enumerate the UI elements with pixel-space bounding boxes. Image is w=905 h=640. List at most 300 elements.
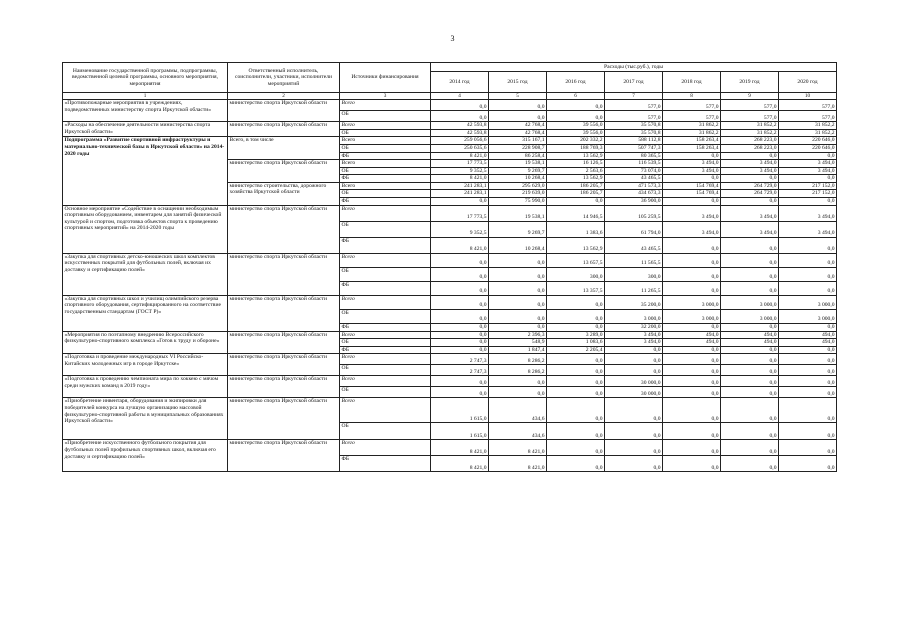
amount-cell: 220 646,0 bbox=[779, 137, 837, 145]
amount-cell: 0,0 bbox=[663, 253, 721, 267]
amount-cell: 250 635,6 bbox=[431, 144, 489, 152]
header-year: 2014 год bbox=[431, 72, 489, 93]
amount-cell: 73 074,0 bbox=[605, 167, 663, 175]
amount-cell: 9 269,7 bbox=[489, 167, 547, 175]
amount-cell: 0,0 bbox=[663, 281, 721, 295]
amount-cell: 31 862,2 bbox=[663, 122, 721, 130]
amount-cell: 0,0 bbox=[431, 253, 489, 267]
amount-cell: 154 769,4 bbox=[663, 182, 721, 190]
amount-cell: 19 538,1 bbox=[489, 160, 547, 168]
amount-cell: 0,0 bbox=[431, 111, 489, 122]
amount-cell: 9 269,7 bbox=[489, 221, 547, 237]
header-source: Источники финансирования bbox=[340, 63, 431, 93]
amount-cell: 2 205,4 bbox=[547, 346, 605, 354]
header-column-number: 1 bbox=[63, 93, 228, 100]
executor-cell: министерство строительства, дорожного хозяйства Иркутской области bbox=[228, 182, 340, 205]
amount-cell: 8 421,0 bbox=[489, 456, 547, 472]
amount-cell: 0,0 bbox=[489, 323, 547, 331]
amount-cell: 39 556,0 bbox=[547, 122, 605, 130]
program-name-cell: Подпрограмма «Развитие спортивной инфраструктуры и материально-технической базы в Иркутской области» на 2014-2020 годы bbox=[63, 137, 228, 205]
source-cell: ОБ bbox=[340, 111, 431, 122]
amount-cell: 13 357,5 bbox=[547, 281, 605, 295]
program-name-cell: «Подготовка и проведение международных VI Российско-Китайских молодежных игр в городе Иркутске» bbox=[63, 354, 228, 376]
amount-cell: 0,0 bbox=[431, 323, 489, 331]
amount-cell: 158 263,4 bbox=[663, 144, 721, 152]
header-column-number: 7 bbox=[605, 93, 663, 100]
amount-cell: 0,0 bbox=[721, 440, 779, 456]
table-row bbox=[63, 100, 837, 111]
amount-cell: 588 112,8 bbox=[605, 137, 663, 145]
amount-cell: 0,0 bbox=[779, 346, 837, 354]
amount-cell: 494,0 bbox=[779, 331, 837, 339]
amount-cell: 0,0 bbox=[779, 281, 837, 295]
program-name-cell: «Приобретение искусственного футбольного покрытия для футбольных полей профильных спортивных школ, включая его доставку и сертификацию полей» bbox=[63, 440, 228, 472]
amount-cell: 13 562,9 bbox=[547, 175, 605, 183]
amount-cell: 228 908,7 bbox=[489, 144, 547, 152]
amount-cell: 0,0 bbox=[489, 376, 547, 387]
amount-cell: 434 673,3 bbox=[605, 190, 663, 198]
amount-cell: 13 562,9 bbox=[547, 152, 605, 160]
amount-cell: 8 421,0 bbox=[489, 440, 547, 456]
source-cell: ОБ bbox=[340, 309, 431, 323]
amount-cell: 0,0 bbox=[663, 365, 721, 376]
amount-cell: 0,0 bbox=[547, 354, 605, 365]
table-row bbox=[63, 354, 837, 365]
table-row bbox=[63, 440, 837, 456]
header-year: 2015 год bbox=[489, 72, 547, 93]
executor-cell: министерство спорта Иркутской области bbox=[228, 295, 340, 331]
amount-cell: 0,0 bbox=[663, 456, 721, 472]
amount-cell: 3 000,0 bbox=[663, 295, 721, 309]
amount-cell: 241 283,1 bbox=[431, 190, 489, 198]
amount-cell: 0,0 bbox=[547, 111, 605, 122]
amount-cell: 0,0 bbox=[431, 267, 489, 281]
amount-cell: 259 056,6 bbox=[431, 137, 489, 145]
amount-cell: 494,0 bbox=[721, 339, 779, 347]
amount-cell: 0,0 bbox=[605, 346, 663, 354]
amount-cell: 3 494,0 bbox=[721, 167, 779, 175]
amount-cell: 0,0 bbox=[663, 423, 721, 440]
amount-cell: 35 200,0 bbox=[605, 295, 663, 309]
amount-cell: 220 646,0 bbox=[779, 144, 837, 152]
source-cell: ФБ bbox=[340, 323, 431, 331]
executor-cell: министерство спорта Иркутской области bbox=[228, 205, 340, 253]
amount-cell: 0,0 bbox=[605, 440, 663, 456]
amount-cell: 0,0 bbox=[489, 100, 547, 111]
amount-cell: 116 539,5 bbox=[605, 160, 663, 168]
source-cell: ФБ bbox=[340, 456, 431, 472]
amount-cell: 0,0 bbox=[489, 281, 547, 295]
amount-cell: 0,0 bbox=[547, 309, 605, 323]
amount-cell: 0,0 bbox=[547, 398, 605, 423]
amount-cell: 2 563,6 bbox=[547, 167, 605, 175]
table-row bbox=[63, 253, 837, 267]
amount-cell: 0,0 bbox=[431, 100, 489, 111]
header-column-number: 8 bbox=[663, 93, 721, 100]
amount-cell: 0,0 bbox=[721, 365, 779, 376]
amount-cell: 2 747,3 bbox=[431, 365, 489, 376]
amount-cell: 0,0 bbox=[721, 423, 779, 440]
amount-cell: 268 223,0 bbox=[721, 137, 779, 145]
amount-cell: 0,0 bbox=[721, 175, 779, 183]
executor-cell: министерство спорта Иркутской области bbox=[228, 122, 340, 137]
source-cell: Всего bbox=[340, 122, 431, 130]
amount-cell: 16 126,5 bbox=[547, 160, 605, 168]
source-cell: ОБ bbox=[340, 339, 431, 347]
source-cell: Всего bbox=[340, 398, 431, 423]
amount-cell: 434,6 bbox=[489, 423, 547, 440]
amount-cell: 0,0 bbox=[605, 456, 663, 472]
source-cell: ФБ bbox=[340, 175, 431, 183]
amount-cell: 0,0 bbox=[721, 253, 779, 267]
amount-cell: 0,0 bbox=[779, 387, 837, 398]
amount-cell: 0,0 bbox=[779, 456, 837, 472]
amount-cell: 0,0 bbox=[605, 354, 663, 365]
source-cell: ОБ bbox=[340, 167, 431, 175]
source-cell: Всего bbox=[340, 137, 431, 145]
amount-cell: 42 593,8 bbox=[431, 122, 489, 130]
amount-cell: 0,0 bbox=[489, 111, 547, 122]
source-cell: ФБ bbox=[340, 237, 431, 253]
amount-cell: 3 000,0 bbox=[721, 295, 779, 309]
header-column-number: 4 bbox=[431, 93, 489, 100]
amount-cell: 3 494,0 bbox=[779, 205, 837, 221]
amount-cell: 577,0 bbox=[605, 100, 663, 111]
amount-cell: 13 562,9 bbox=[547, 237, 605, 253]
amount-cell: 0,0 bbox=[605, 365, 663, 376]
amount-cell: 0,0 bbox=[663, 175, 721, 183]
amount-cell: 10 268,4 bbox=[489, 175, 547, 183]
executor-cell: министерство спорта Иркутской области bbox=[228, 253, 340, 295]
amount-cell: 13 657,5 bbox=[547, 253, 605, 267]
amount-cell: 31 852,2 bbox=[779, 129, 837, 137]
amount-cell: 42 593,8 bbox=[431, 129, 489, 137]
amount-cell: 434,6 bbox=[489, 398, 547, 423]
header-year: 2019 год bbox=[721, 72, 779, 93]
amount-cell: 0,0 bbox=[431, 339, 489, 347]
amount-cell: 0,0 bbox=[779, 323, 837, 331]
executor-cell: министерство спорта Иркутской области bbox=[228, 398, 340, 440]
header-year: 2020 год bbox=[779, 72, 837, 93]
amount-cell: 9 352,5 bbox=[431, 221, 489, 237]
header-year: 2017 год bbox=[605, 72, 663, 93]
header-column-number: 5 bbox=[489, 93, 547, 100]
amount-cell: 8 421,0 bbox=[431, 440, 489, 456]
program-name-cell: «Закупка для спортивных детско-юношеских школ комплектов искусственных покрытий для футбольных полей, включая их доставку и сертификацию полей» bbox=[63, 253, 228, 295]
amount-cell: 188 769,3 bbox=[547, 144, 605, 152]
amount-cell: 80 365,5 bbox=[605, 152, 663, 160]
source-cell: Всего bbox=[340, 182, 431, 190]
amount-cell: 0,0 bbox=[663, 323, 721, 331]
amount-cell: 241 283,1 bbox=[431, 182, 489, 190]
amount-cell: 3 000,0 bbox=[605, 309, 663, 323]
page-number: 3 bbox=[450, 34, 455, 43]
amount-cell: 0,0 bbox=[663, 198, 721, 206]
amount-cell: 0,0 bbox=[663, 354, 721, 365]
amount-cell: 0,0 bbox=[663, 346, 721, 354]
header-executor: Ответственный исполнитель, соисполнители, участники, исполнители мероприятий bbox=[228, 63, 340, 93]
amount-cell: 0,0 bbox=[779, 267, 837, 281]
amount-cell: 8 421,0 bbox=[431, 237, 489, 253]
amount-cell: 154 769,4 bbox=[663, 190, 721, 198]
header-year: 2016 год bbox=[547, 72, 605, 93]
amount-cell: 0,0 bbox=[489, 253, 547, 267]
amount-cell: 0,0 bbox=[489, 295, 547, 309]
amount-cell: 17 773,5 bbox=[431, 160, 489, 168]
program-name-cell: Основное мероприятие «Содействие в оснащении необходимым спортивным оборудованием, инвентарем для занятий физической культурой и спортом, подготовка объектов спорта к проведению спортивных мероприятий» на 2014-2020 годы bbox=[63, 205, 228, 253]
amount-cell: 494,0 bbox=[663, 331, 721, 339]
amount-cell: 0,0 bbox=[547, 365, 605, 376]
source-cell: ОБ bbox=[340, 129, 431, 137]
source-cell: ОБ bbox=[340, 267, 431, 281]
amount-cell: 0,0 bbox=[431, 376, 489, 387]
amount-cell: 3 000,0 bbox=[721, 309, 779, 323]
program-name-cell: «Противопожарные мероприятия в учреждениях, подведомственных министерству спорта Иркутской области» bbox=[63, 100, 228, 122]
amount-cell: 0,0 bbox=[489, 267, 547, 281]
amount-cell: 8 286,2 bbox=[489, 354, 547, 365]
amount-cell: 2 747,3 bbox=[431, 354, 489, 365]
amount-cell: 264 729,0 bbox=[721, 182, 779, 190]
program-name-cell: «Подготовка к проведению чемпионата мира по хоккею с мячом среди мужских команд в 2019 году» bbox=[63, 376, 228, 398]
amount-cell: 0,0 bbox=[547, 323, 605, 331]
amount-cell: 86 258,4 bbox=[489, 152, 547, 160]
amount-cell: 0,0 bbox=[779, 365, 837, 376]
amount-cell: 0,0 bbox=[721, 376, 779, 387]
header-column-number: 2 bbox=[228, 93, 340, 100]
amount-cell: 0,0 bbox=[779, 175, 837, 183]
amount-cell: 0,0 bbox=[779, 152, 837, 160]
amount-cell: 0,0 bbox=[663, 398, 721, 423]
executor-cell: министерство спорта Иркутской области bbox=[228, 354, 340, 376]
amount-cell: 35 570,8 bbox=[605, 129, 663, 137]
executor-cell: министерство спорта Иркутской области bbox=[228, 331, 340, 354]
amount-cell: 30 000,0 bbox=[605, 376, 663, 387]
table-row bbox=[63, 122, 837, 130]
amount-cell: 8 421,0 bbox=[431, 456, 489, 472]
source-cell: Всего bbox=[340, 253, 431, 267]
source-cell: ОБ bbox=[340, 365, 431, 376]
source-cell: ФБ bbox=[340, 346, 431, 354]
amount-cell: 1 383,6 bbox=[547, 221, 605, 237]
source-cell: ОБ bbox=[340, 221, 431, 237]
amount-cell: 577,0 bbox=[721, 111, 779, 122]
amount-cell: 0,0 bbox=[721, 281, 779, 295]
amount-cell: 8 421,0 bbox=[431, 175, 489, 183]
amount-cell: 42 768,4 bbox=[489, 129, 547, 137]
amount-cell: 268 223,0 bbox=[721, 144, 779, 152]
amount-cell: 0,0 bbox=[663, 152, 721, 160]
header-year: 2018 год bbox=[663, 72, 721, 93]
amount-cell: 0,0 bbox=[779, 237, 837, 253]
amount-cell: 264 729,0 bbox=[721, 190, 779, 198]
amount-cell: 577,0 bbox=[663, 100, 721, 111]
amount-cell: 577,0 bbox=[663, 111, 721, 122]
amount-cell: 3 494,0 bbox=[663, 160, 721, 168]
amount-cell: 0,0 bbox=[663, 237, 721, 253]
source-cell: Всего bbox=[340, 354, 431, 365]
amount-cell: 0,0 bbox=[547, 423, 605, 440]
amount-cell: 3 000,0 bbox=[663, 309, 721, 323]
amount-cell: 577,0 bbox=[605, 111, 663, 122]
amount-cell: 43 465,5 bbox=[605, 237, 663, 253]
amount-cell: 19 538,1 bbox=[489, 205, 547, 221]
table-row bbox=[63, 205, 837, 221]
source-cell: Всего bbox=[340, 440, 431, 456]
source-cell: ФБ bbox=[340, 281, 431, 295]
amount-cell: 2 396,3 bbox=[489, 331, 547, 339]
amount-cell: 0,0 bbox=[547, 456, 605, 472]
amount-cell: 0,0 bbox=[431, 198, 489, 206]
amount-cell: 0,0 bbox=[721, 152, 779, 160]
amount-cell: 3 494,0 bbox=[605, 339, 663, 347]
amount-cell: 0,0 bbox=[547, 387, 605, 398]
amount-cell: 471 573,3 bbox=[605, 182, 663, 190]
source-cell: Всего bbox=[340, 160, 431, 168]
amount-cell: 105 259,5 bbox=[605, 205, 663, 221]
amount-cell: 11 565,5 bbox=[605, 253, 663, 267]
amount-cell: 0,0 bbox=[489, 387, 547, 398]
amount-cell: 0,0 bbox=[779, 440, 837, 456]
source-cell: ФБ bbox=[340, 152, 431, 160]
amount-cell: 9 352,5 bbox=[431, 167, 489, 175]
header-column-number: 3 bbox=[340, 93, 431, 100]
amount-cell: 577,0 bbox=[779, 100, 837, 111]
amount-cell: 0,0 bbox=[431, 346, 489, 354]
amount-cell: 0,0 bbox=[605, 398, 663, 423]
amount-cell: 3 494,0 bbox=[663, 221, 721, 237]
amount-cell: 300,0 bbox=[605, 267, 663, 281]
amount-cell: 0,0 bbox=[663, 387, 721, 398]
amount-cell: 0,0 bbox=[721, 456, 779, 472]
amount-cell: 217 152,0 bbox=[779, 190, 837, 198]
amount-cell: 0,0 bbox=[431, 295, 489, 309]
amount-cell: 0,0 bbox=[431, 309, 489, 323]
executor-cell: Всего, в том числе bbox=[228, 137, 340, 160]
amount-cell: 3 000,0 bbox=[779, 309, 837, 323]
amount-cell: 577,0 bbox=[779, 111, 837, 122]
program-name-cell: «Расходы на обеспечение деятельности министерства спорта Иркутской области» bbox=[63, 122, 228, 137]
amount-cell: 1 615,0 bbox=[431, 398, 489, 423]
amount-cell: 10 268,4 bbox=[489, 237, 547, 253]
amount-cell: 3 494,0 bbox=[663, 205, 721, 221]
amount-cell: 3 494,0 bbox=[721, 221, 779, 237]
source-cell: ОБ bbox=[340, 387, 431, 398]
amount-cell: 0,0 bbox=[663, 376, 721, 387]
amount-cell: 577,0 bbox=[721, 100, 779, 111]
executor-cell: министерство спорта Иркутской области bbox=[228, 100, 340, 122]
header-expenses: Расходы (тыс.руб.), годы bbox=[431, 63, 837, 72]
amount-cell: 0,0 bbox=[779, 376, 837, 387]
amount-cell: 217 152,0 bbox=[779, 182, 837, 190]
amount-cell: 295 629,0 bbox=[489, 182, 547, 190]
amount-cell: 31 852,2 bbox=[721, 122, 779, 130]
amount-cell: 0,0 bbox=[721, 354, 779, 365]
amount-cell: 0,0 bbox=[489, 309, 547, 323]
amount-cell: 1 083,6 bbox=[547, 339, 605, 347]
amount-cell: 0,0 bbox=[779, 198, 837, 206]
amount-cell: 300,0 bbox=[547, 267, 605, 281]
amount-cell: 0,0 bbox=[721, 323, 779, 331]
amount-cell: 0,0 bbox=[605, 423, 663, 440]
source-cell: ОБ bbox=[340, 144, 431, 152]
amount-cell: 0,0 bbox=[547, 376, 605, 387]
amount-cell: 0,0 bbox=[721, 198, 779, 206]
program-name-cell: «Мероприятия по поэтапному внедрению Всероссийского физкультурно-спортивного комплекса «Готов к труду и обороне» bbox=[63, 331, 228, 354]
source-cell: ОБ bbox=[340, 190, 431, 198]
amount-cell: 0,0 bbox=[721, 346, 779, 354]
amount-cell: 35 570,8 bbox=[605, 122, 663, 130]
amount-cell: 0,0 bbox=[547, 295, 605, 309]
amount-cell: 3 494,0 bbox=[779, 221, 837, 237]
source-cell: Всего bbox=[340, 100, 431, 111]
amount-cell: 17 773,5 bbox=[431, 205, 489, 221]
amount-cell: 507 747,3 bbox=[605, 144, 663, 152]
amount-cell: 494,0 bbox=[721, 331, 779, 339]
amount-cell: 0,0 bbox=[431, 331, 489, 339]
amount-cell: 43 465,5 bbox=[605, 175, 663, 183]
amount-cell: 3 494,0 bbox=[721, 205, 779, 221]
source-cell: Всего bbox=[340, 331, 431, 339]
amount-cell: 202 332,2 bbox=[547, 137, 605, 145]
executor-cell: министерство спорта Иркутской области bbox=[228, 160, 340, 183]
amount-cell: 8 286,2 bbox=[489, 365, 547, 376]
table-row bbox=[63, 137, 837, 145]
amount-cell: 61 794,0 bbox=[605, 221, 663, 237]
amount-cell: 3 494,0 bbox=[605, 331, 663, 339]
amount-cell: 0,0 bbox=[547, 440, 605, 456]
amount-cell: 0,0 bbox=[779, 253, 837, 267]
executor-cell: министерство спорта Иркутской области bbox=[228, 440, 340, 472]
amount-cell: 494,0 bbox=[779, 339, 837, 347]
table-row bbox=[63, 398, 837, 423]
amount-cell: 186 205,7 bbox=[547, 182, 605, 190]
amount-cell: 42 768,4 bbox=[489, 122, 547, 130]
program-name-cell: «Приобретение инвентаря, оборудования и экипировки для победителей конкурса на лучшую организацию массовой физкультурно-спортивной работы в муниципальных образованиях Иркутской области» bbox=[63, 398, 228, 440]
financing-table bbox=[62, 62, 837, 472]
amount-cell: 0,0 bbox=[721, 387, 779, 398]
amount-cell: 31 852,2 bbox=[721, 129, 779, 137]
source-cell: Всего bbox=[340, 376, 431, 387]
amount-cell: 0,0 bbox=[547, 198, 605, 206]
amount-cell: 32 200,0 bbox=[605, 323, 663, 331]
table-row bbox=[63, 295, 837, 309]
source-cell: Всего bbox=[340, 205, 431, 221]
amount-cell: 1 847,4 bbox=[489, 346, 547, 354]
amount-cell: 0,0 bbox=[663, 440, 721, 456]
amount-cell: 548,9 bbox=[489, 339, 547, 347]
source-cell: Всего bbox=[340, 295, 431, 309]
amount-cell: 3 494,0 bbox=[779, 167, 837, 175]
amount-cell: 315 167,1 bbox=[489, 137, 547, 145]
amount-cell: 75 990,0 bbox=[489, 198, 547, 206]
amount-cell: 0,0 bbox=[721, 267, 779, 281]
executor-cell: министерство спорта Иркутской области bbox=[228, 376, 340, 398]
source-cell: ФБ bbox=[340, 198, 431, 206]
amount-cell: 36 900,0 bbox=[605, 198, 663, 206]
amount-cell: 8 421,0 bbox=[431, 152, 489, 160]
amount-cell: 186 205,7 bbox=[547, 190, 605, 198]
header-column-number: 6 bbox=[547, 93, 605, 100]
header-column-number: 10 bbox=[779, 93, 837, 100]
amount-cell: 0,0 bbox=[721, 398, 779, 423]
amount-cell: 11 265,5 bbox=[605, 281, 663, 295]
amount-cell: 14 946,5 bbox=[547, 205, 605, 221]
amount-cell: 3 494,0 bbox=[721, 160, 779, 168]
amount-cell: 30 000,0 bbox=[605, 387, 663, 398]
amount-cell: 3 494,0 bbox=[663, 167, 721, 175]
amount-cell: 3 289,0 bbox=[547, 331, 605, 339]
amount-cell: 0,0 bbox=[779, 354, 837, 365]
